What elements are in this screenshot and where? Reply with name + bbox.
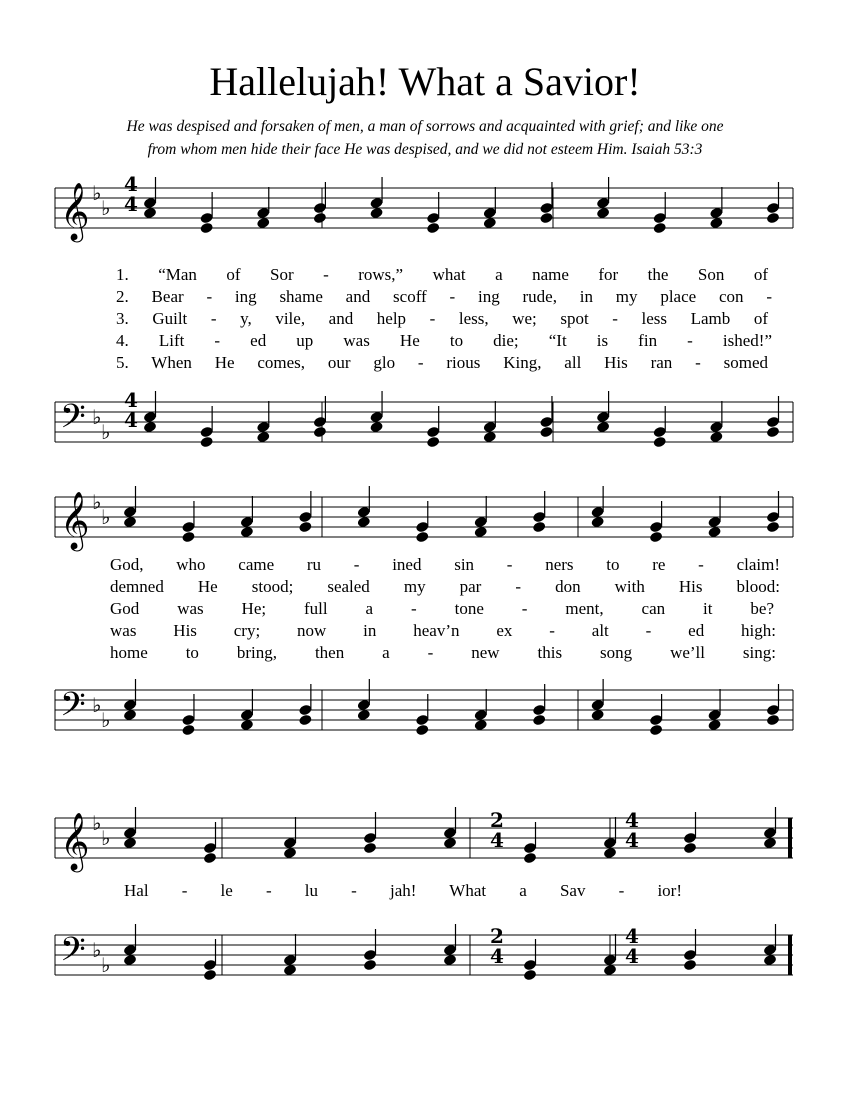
note-head xyxy=(203,969,217,982)
hymn-title: Hallelujah! What a Savior! xyxy=(209,59,641,104)
flat-icon: ♭ xyxy=(92,938,102,962)
epigraph-line-1: He was despised and forsaken of men, a man of sorrows and acquainted with grief; and like one xyxy=(126,118,724,135)
note-head xyxy=(649,531,663,544)
bass-time-change-4-top: 4 xyxy=(625,924,639,948)
note-head xyxy=(240,526,254,539)
note-head xyxy=(766,212,780,225)
note-head xyxy=(649,724,663,737)
note-head xyxy=(539,426,553,439)
time-signature-bottom: 4 xyxy=(124,192,138,216)
note-head xyxy=(123,516,137,529)
note-head xyxy=(707,526,721,539)
note-head xyxy=(123,954,137,967)
note-head xyxy=(683,959,697,972)
note-head xyxy=(483,217,497,230)
verse-1-line-2: God, who came ru - ined sin - ners to re - claim! xyxy=(110,555,780,574)
bass-clef-icon: 𝄢 xyxy=(60,398,86,444)
treble-clef-icon: 𝄞 xyxy=(60,812,90,870)
verse-5-line-1: 5. When He comes, our glo - rious King, all His ran - somed xyxy=(116,353,768,372)
note-head xyxy=(426,436,440,449)
note-head xyxy=(474,526,488,539)
note-head xyxy=(707,719,721,732)
flat-icon: ♭ xyxy=(101,505,111,529)
bass-clef-icon: 𝄢 xyxy=(60,931,86,977)
note-head xyxy=(766,521,780,534)
note-head xyxy=(363,842,377,855)
note-head xyxy=(313,426,327,439)
note-head xyxy=(415,531,429,544)
note-head xyxy=(523,969,537,982)
note-head xyxy=(298,714,312,727)
flat-icon: ♭ xyxy=(101,196,111,220)
note-head xyxy=(443,837,457,850)
note-head xyxy=(283,964,297,977)
note-head xyxy=(415,724,429,737)
bass-clef-icon: 𝄢 xyxy=(60,686,86,732)
note-head xyxy=(181,724,195,737)
note-head xyxy=(603,847,617,860)
note-head xyxy=(763,837,777,850)
note-head xyxy=(539,212,553,225)
verse-3-line-2: God was He; full a - tone - ment, can it be? xyxy=(110,599,774,618)
note-head xyxy=(181,531,195,544)
flat-icon: ♭ xyxy=(92,693,102,717)
time-change-4-top: 4 xyxy=(625,808,639,832)
note-head xyxy=(443,954,457,967)
epigraph-line-2: from whom men hide their face He was despised, and we did not esteem Him. Isaiah 53:3 xyxy=(147,141,703,158)
note-head xyxy=(199,222,213,235)
bass-time-change-2-top: 2 xyxy=(490,924,504,948)
time-signature-top: 4 xyxy=(124,172,138,196)
note-head xyxy=(596,421,610,434)
note-head xyxy=(523,852,537,865)
verse-2-line-1: 2. Bear - ing shame and scoff - ing rude, in my place con - xyxy=(116,287,772,306)
note-head xyxy=(709,217,723,230)
note-head xyxy=(709,431,723,444)
note-head xyxy=(590,709,604,722)
note-head xyxy=(766,714,780,727)
note-head xyxy=(483,431,497,444)
note-head xyxy=(369,421,383,434)
note-head xyxy=(532,714,546,727)
note-head xyxy=(313,212,327,225)
note-head xyxy=(683,842,697,855)
note-head xyxy=(653,222,667,235)
bass-time-change-2-bottom: 4 xyxy=(490,944,504,968)
note-head xyxy=(603,964,617,977)
verse-5-line-2: home to bring, then a - new this song we’ll sing: xyxy=(110,643,776,662)
treble-clef-icon: 𝄞 xyxy=(60,182,90,240)
verse-2-line-2: demned He stood; sealed my par - don with His blood: xyxy=(110,577,780,596)
verse-4-line-2: was His cry; now in heav’n ex - alt - ed high: xyxy=(110,621,776,640)
flat-icon: ♭ xyxy=(92,181,102,205)
time-change-2-bottom: 4 xyxy=(490,828,504,852)
verse-1-line-1: 1. “Man of Sor - rows,” what a name for the Son of xyxy=(116,265,768,284)
refrain-lyrics: Hal - le - lu - jah! What a Sav - ior! xyxy=(124,881,682,900)
flat-icon: ♭ xyxy=(101,420,111,444)
note-head xyxy=(426,222,440,235)
bass-time-signature-bottom: 4 xyxy=(124,408,138,432)
note-head xyxy=(763,954,777,967)
verse-4-line-1: 4. Lift - ed up was He to die; “It is fin - ished!” xyxy=(116,331,772,350)
verse-3-line-1: 3. Guilt - y, vile, and help - less, we; spot - less Lamb of xyxy=(116,309,768,328)
note-head xyxy=(653,436,667,449)
bass-time-change-4-bottom: 4 xyxy=(625,944,639,968)
flat-icon: ♭ xyxy=(101,826,111,850)
note-head xyxy=(203,852,217,865)
note-head xyxy=(123,837,137,850)
flat-icon: ♭ xyxy=(101,953,111,977)
note-head xyxy=(199,436,213,449)
note-head xyxy=(298,521,312,534)
note-head xyxy=(283,847,297,860)
note-head xyxy=(357,516,371,529)
flat-icon: ♭ xyxy=(92,490,102,514)
note-head xyxy=(143,207,157,220)
note-head xyxy=(123,709,137,722)
note-head xyxy=(474,719,488,732)
flat-icon: ♭ xyxy=(92,405,102,429)
note-head xyxy=(240,719,254,732)
flat-icon: ♭ xyxy=(101,708,111,732)
time-change-2-top: 2 xyxy=(490,808,504,832)
note-head xyxy=(532,521,546,534)
time-change-4-bottom: 4 xyxy=(625,828,639,852)
flat-icon: ♭ xyxy=(92,811,102,835)
note-head xyxy=(766,426,780,439)
note-head xyxy=(590,516,604,529)
note-head xyxy=(357,709,371,722)
treble-clef-icon: 𝄞 xyxy=(60,491,90,549)
note-head xyxy=(256,217,270,230)
note-head xyxy=(596,207,610,220)
bass-time-signature-top: 4 xyxy=(124,388,138,412)
note-head xyxy=(369,207,383,220)
note-head xyxy=(143,421,157,434)
note-head xyxy=(363,959,377,972)
note-head xyxy=(256,431,270,444)
